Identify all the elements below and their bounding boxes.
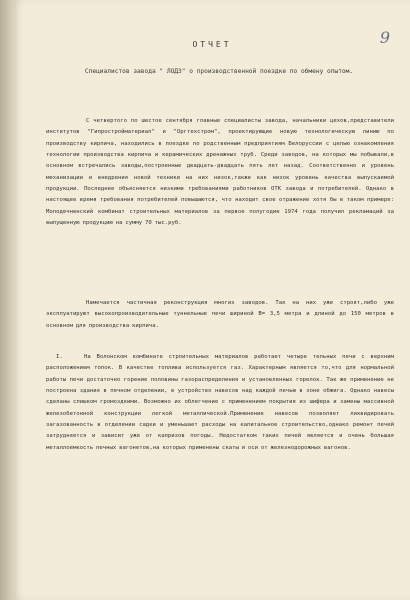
page-number: 9 bbox=[379, 28, 390, 47]
document-title: ОТЧЕТ bbox=[192, 40, 232, 49]
binding-strip bbox=[0, 0, 14, 600]
paragraph-3-text: На Волонском комбинате строительных материалов работает четыре тельных печи с верхним расположением топок. В качестве топлива используется газ. Характерным является то,что для нормальной работы печи достаточно горение половины газораспределения и установленных горелок. Так же применение не построена здания в печном отделении, в устройство навесов над каждой печью в зоне обжига. Однако навесы сделаны слишком громоздкими. Возможно их облегчение с применением покрытия из шифера и замены массивной железобетонной конструкции легкой металлической.Применение навесов позволяет ликвидировать загазованность в отделении садки и уменьшает расходы на капитальное строительство,однако ремонт печей затрудняется и зависит уже от капризов погоды. Недостатком таких печей является и очень большая металлоемкость печных вагонетов,на которых применены скаты и оси от железнодорожных вагонов. bbox=[46, 354, 394, 451]
paragraph-3 bbox=[46, 352, 394, 454]
document-subtitle: Специалистов завода " ЛОДЗ" о производственной поездке по обмену опытом. bbox=[84, 68, 354, 75]
item-number: I. bbox=[56, 354, 63, 360]
paragraph-2-text: Намечается частичная реконструкция многих заводов. Так на них уже строят,либо уже эксплуатируют высокопроизводительные туннельные печи шириной В= 3,5 метра и длиной до 150 метров в основном для производства кирпича. bbox=[46, 300, 394, 329]
document-page bbox=[14, 0, 410, 600]
paragraph-1 bbox=[46, 116, 394, 229]
paragraph-1-text: С четвертого по шестое сентября главные специалисты завода, начальники цехов,представители институтов "Гипростройматериал" и "Оргтехстром", проектирующие новую технологическую линию по производству кирпича, находились в поездке по родственным предприятиям Белоруссии с целью ознакомления технологии производства кирпича и керамических дренажных труб. Среди заводов, на которых мы побывали,в основном встречались заводы,построенные двадцать-двадцать пять лет назад. Соответственно и уровень механизации и внедрения новой техники на них низок,также как низок уровень качества выпускаемой продукции. Последнее объясняется низкими требованиями работников ОТК завода и потребителей. Однако в настоящее время требования потребителей повышаются, что находит свое отражение хотя бы в таком примере: Молодечненский комбинат строительных материалов за первое полугодие 1974 года получил рекламаций за выпущенную продукцию на сумму 70 тыс.руб. bbox=[46, 118, 394, 227]
paragraph-2 bbox=[46, 298, 394, 332]
